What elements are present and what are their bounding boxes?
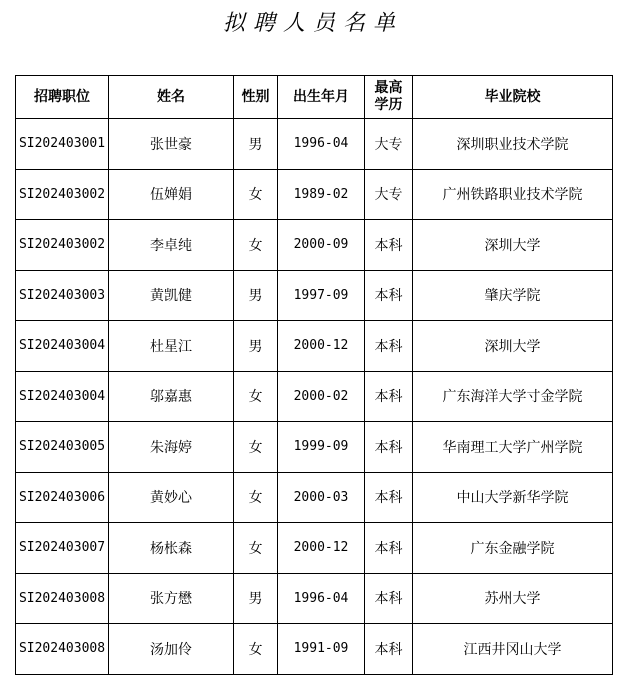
cell-position: SI202403001 — [16, 119, 109, 170]
cell-gender: 女 — [234, 169, 278, 220]
cell-education: 本科 — [365, 472, 413, 523]
cell-position: SI202403003 — [16, 270, 109, 321]
table-row — [16, 321, 613, 372]
cell-birth: 1989-02 — [278, 169, 365, 220]
cell-gender: 女 — [234, 472, 278, 523]
cell-education: 本科 — [365, 270, 413, 321]
cell-birth: 1996-04 — [278, 573, 365, 624]
header-row — [16, 76, 613, 119]
cell-education: 本科 — [365, 371, 413, 422]
cell-gender: 男 — [234, 573, 278, 624]
cell-birth: 1996-04 — [278, 119, 365, 170]
table-row — [16, 523, 613, 574]
table-row — [16, 422, 613, 473]
cell-name: 黄妙心 — [109, 472, 234, 523]
cell-school: 苏州大学 — [413, 573, 613, 624]
header-school: 毕业院校 — [413, 76, 613, 119]
cell-school: 广东海洋大学寸金学院 — [413, 371, 613, 422]
table-row — [16, 270, 613, 321]
cell-birth: 2000-02 — [278, 371, 365, 422]
cell-birth: 1999-09 — [278, 422, 365, 473]
table-row — [16, 119, 613, 170]
cell-school: 深圳职业技术学院 — [413, 119, 613, 170]
cell-gender: 女 — [234, 523, 278, 574]
cell-position: SI202403005 — [16, 422, 109, 473]
cell-name: 杨枨森 — [109, 523, 234, 574]
cell-name: 李卓纯 — [109, 220, 234, 271]
cell-position: SI202403007 — [16, 523, 109, 574]
cell-school: 广州铁路职业技术学院 — [413, 169, 613, 220]
cell-birth: 2000-09 — [278, 220, 365, 271]
cell-gender: 女 — [234, 422, 278, 473]
cell-name: 朱海婷 — [109, 422, 234, 473]
cell-gender: 女 — [234, 371, 278, 422]
cell-name: 伍婵娟 — [109, 169, 234, 220]
cell-education: 本科 — [365, 573, 413, 624]
cell-name: 张方懋 — [109, 573, 234, 624]
cell-birth: 1991-09 — [278, 624, 365, 675]
cell-school: 深圳大学 — [413, 220, 613, 271]
table-row — [16, 624, 613, 675]
page-title: 拟聘人员名单 — [222, 11, 403, 36]
cell-school: 江西井冈山大学 — [413, 624, 613, 675]
cell-education: 大专 — [365, 119, 413, 170]
cell-name: 汤加伶 — [109, 624, 234, 675]
cell-birth: 2000-12 — [278, 321, 365, 372]
cell-education: 本科 — [365, 624, 413, 675]
cell-education: 本科 — [365, 321, 413, 372]
table-row — [16, 169, 613, 220]
cell-gender: 女 — [234, 624, 278, 675]
candidate-table — [15, 75, 613, 675]
cell-birth: 1997-09 — [278, 270, 365, 321]
cell-position: SI202403004 — [16, 371, 109, 422]
header-name: 姓名 — [109, 76, 234, 119]
cell-school: 中山大学新华学院 — [413, 472, 613, 523]
table-row — [16, 371, 613, 422]
cell-gender: 女 — [234, 220, 278, 271]
cell-name: 邬嘉惠 — [109, 371, 234, 422]
cell-school: 华南理工大学广州学院 — [413, 422, 613, 473]
table-row — [16, 472, 613, 523]
table-row — [16, 573, 613, 624]
cell-birth: 2000-03 — [278, 472, 365, 523]
cell-education: 大专 — [365, 169, 413, 220]
cell-position: SI202403008 — [16, 624, 109, 675]
cell-education: 本科 — [365, 220, 413, 271]
cell-education: 本科 — [365, 422, 413, 473]
cell-name: 杜星江 — [109, 321, 234, 372]
cell-name: 张世豪 — [109, 119, 234, 170]
cell-position: SI202403002 — [16, 220, 109, 271]
header-gender: 性别 — [234, 76, 278, 119]
cell-gender: 男 — [234, 270, 278, 321]
cell-school: 广东金融学院 — [413, 523, 613, 574]
cell-birth: 2000-12 — [278, 523, 365, 574]
header-birth: 出生年月 — [278, 76, 365, 119]
header-position: 招聘职位 — [16, 76, 109, 119]
table-row — [16, 220, 613, 271]
cell-position: SI202403006 — [16, 472, 109, 523]
header-education: 最高学历 — [365, 76, 413, 119]
cell-name: 黄凯健 — [109, 270, 234, 321]
cell-gender: 男 — [234, 119, 278, 170]
cell-gender: 男 — [234, 321, 278, 372]
cell-position: SI202403008 — [16, 573, 109, 624]
cell-position: SI202403004 — [16, 321, 109, 372]
cell-education: 本科 — [365, 523, 413, 574]
cell-school: 深圳大学 — [413, 321, 613, 372]
cell-school: 肇庆学院 — [413, 270, 613, 321]
cell-position: SI202403002 — [16, 169, 109, 220]
